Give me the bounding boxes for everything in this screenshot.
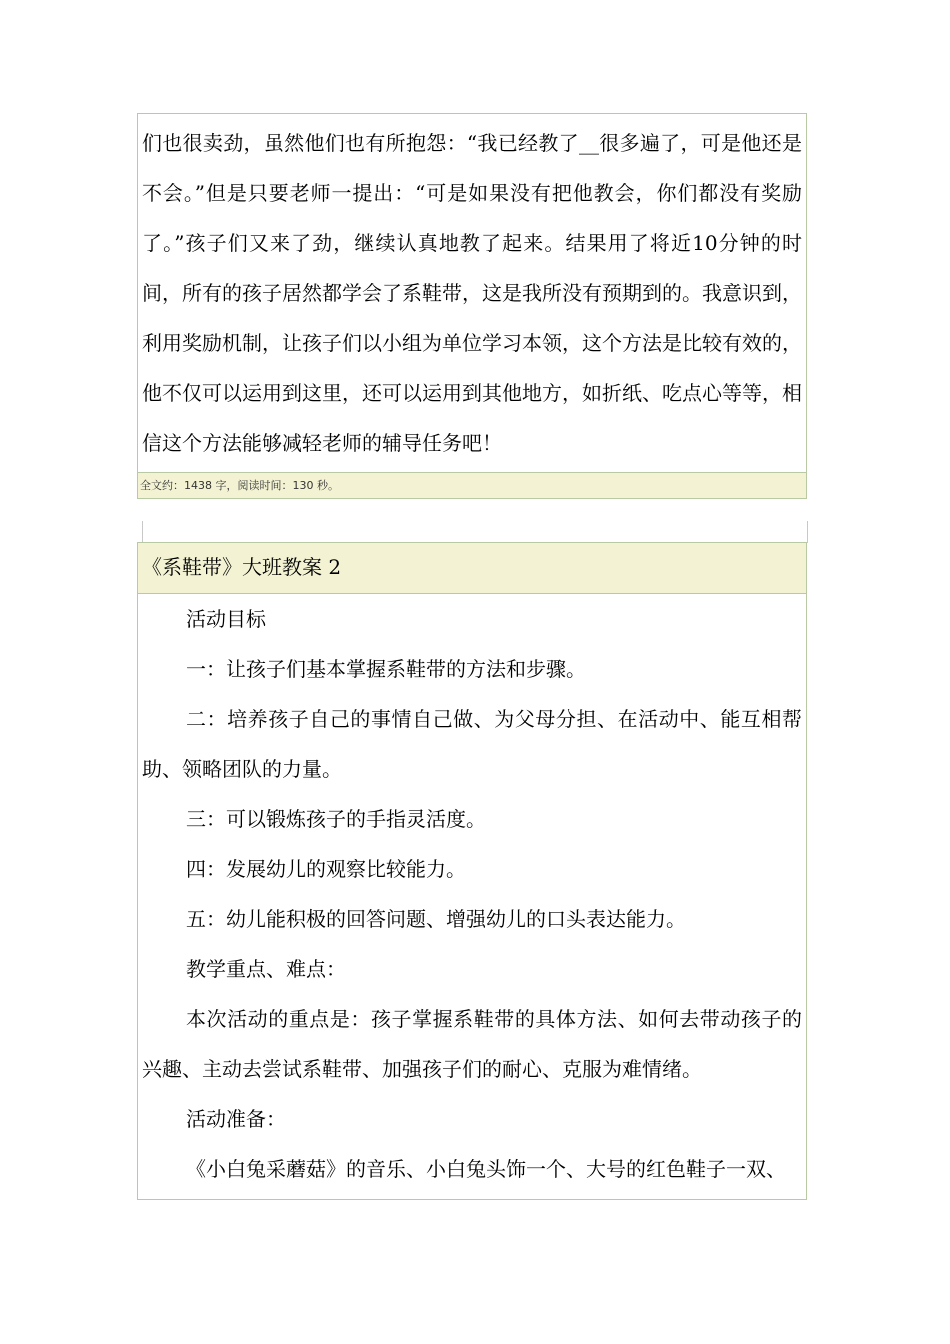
paragraph: 四：发展幼儿的观察比较能力。 bbox=[186, 857, 466, 881]
article-paragraph: 们也很卖劲，虽然他们也有所抱怨：“我已经教了__很多遍了，可是他还是不会。”但是只要老师一提出：“可是如果没有把他教会，你们都没有奖励了。”孩子们又来了劲，继续认真地教了起来。结果用了将近10分钟的时间，所有的孩子居然都学会了系鞋带，这是我所没有预期到的。我意识到，利用奖励机制，让孩子们以小组为单位学习本领，这个方法是比较有效的，他不仅可以运用到这里，还可以运用到其他地方，如折纸、吃点心等等，相信这个方法能够减轻老师的辅导任务吧！ bbox=[142, 131, 802, 455]
article-body bbox=[138, 118, 806, 468]
paragraph: 活动目标 bbox=[186, 607, 266, 631]
divider-line-left bbox=[142, 521, 143, 543]
paragraph: 教学重点、难点： bbox=[186, 957, 346, 981]
paragraph: 五：幼儿能积极的回答问题、增强幼儿的口头表达能力。 bbox=[186, 907, 686, 931]
paragraph: 三：可以锻炼孩子的手指灵活度。 bbox=[186, 807, 486, 831]
divider-line-right bbox=[807, 521, 808, 543]
lesson-plan-content bbox=[138, 594, 806, 1194]
paragraph: 一：让孩子们基本掌握系鞋带的方法和步骤。 bbox=[186, 657, 586, 681]
paragraph: 本次活动的重点是：孩子掌握系鞋带的具体方法、如何去带动孩子的兴趣、主动去尝试系鞋带、加强孩子们的耐心、克服为难情绪。 bbox=[142, 1007, 802, 1081]
lesson-plan-box bbox=[137, 542, 807, 1200]
paragraph: 《小白兔采蘑菇》的音乐、小白兔头饰一个、大号的红色鞋子一双、 bbox=[186, 1157, 786, 1181]
reading-stats-footer: 全文约：1438 字，阅读时间：130 秒。 bbox=[138, 472, 806, 498]
paragraph: 活动准备： bbox=[186, 1107, 286, 1131]
lesson-plan-title: 《系鞋带》大班教案 2 bbox=[138, 543, 806, 594]
paragraph: 二：培养孩子自己的事情自己做、为父母分担、在活动中、能互相帮助、领略团队的力量。 bbox=[142, 707, 802, 781]
article-continuation-box bbox=[137, 113, 807, 499]
section-divider bbox=[142, 521, 808, 543]
